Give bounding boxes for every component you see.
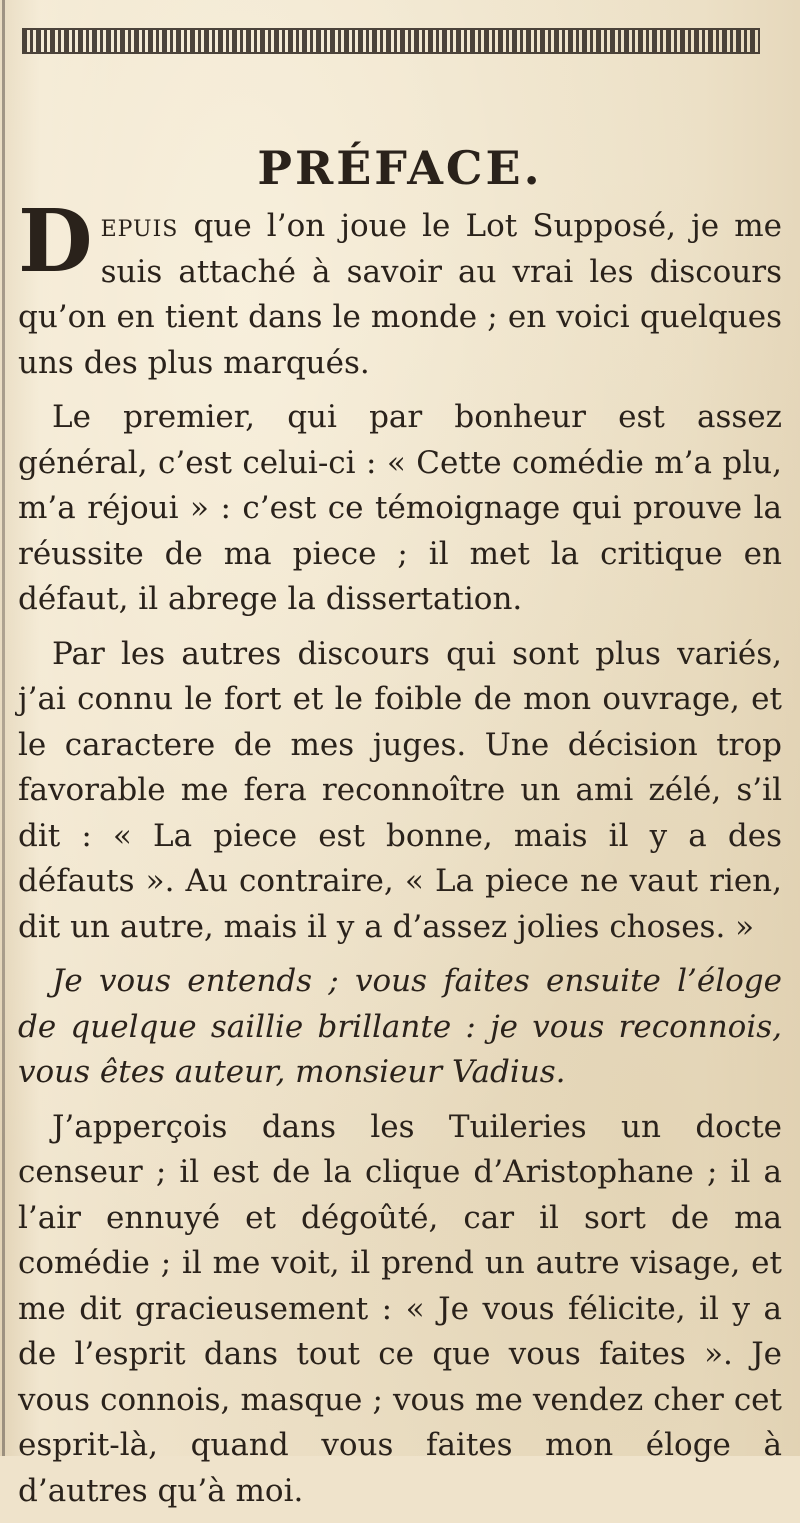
drop-cap: D xyxy=(18,191,93,292)
paragraph-3: Par les autres discours qui sont plus variés, j’ai connu le fort et le foible de mon ouvrage, et le caractere de mes juges. Une décision trop favorable me fera reconnoître un ami zélé, s’il dit : « La piece est bonne, mais il y a des défauts ». Au contraire, « La piece ne vaut rien, dit un autre, mais il y a d’assez jolies choses. » xyxy=(18,635,782,945)
paragraph-4: Je vous entends ; vous faites ensuite l’éloge de quelque saillie brillante : je vous reconnois, vous êtes auteur, monsieur Vadius. xyxy=(18,963,782,1090)
header-ornament-band xyxy=(22,28,760,54)
paragraph-5: J’apperçois dans les Tuileries un docte censeur ; il est de la clique d’Aristophane ; il a l’air ennuyé et dégoûté, car il sort de ma comédie ; il me voit, il prend un autre visage, et me dit gracieusement : « Je vous félicite, il y a de l’esprit dans tout ce que vous faites ». Je vous connois, masque ; vous me vendez cher cet esprit-là, quand vous faites mon éloge à d’autres qu’à moi. xyxy=(18,1108,782,1509)
page-edge-shadow xyxy=(2,0,5,1456)
paragraph-2: Le premier, qui par bonheur est assez général, c’est celui-ci : « Cette comédie m’a plu, m’a réjoui » : c’est ce témoignage qui prouve la réussite de ma piece ; il met la critique en défaut, il abrege la dissertation. xyxy=(18,399,782,617)
paragraph-lead-word: epuis xyxy=(100,208,179,244)
preface-text xyxy=(18,191,782,1523)
paragraph-1 xyxy=(18,191,782,386)
page-title: PRÉFACE. xyxy=(257,141,543,195)
paragraph-text: que l’on joue le Lot Supposé, je me suis attaché à savoir au vrai les discours qu’on en tient dans le monde ; en voici quelques uns des plus marqués. xyxy=(18,208,782,381)
